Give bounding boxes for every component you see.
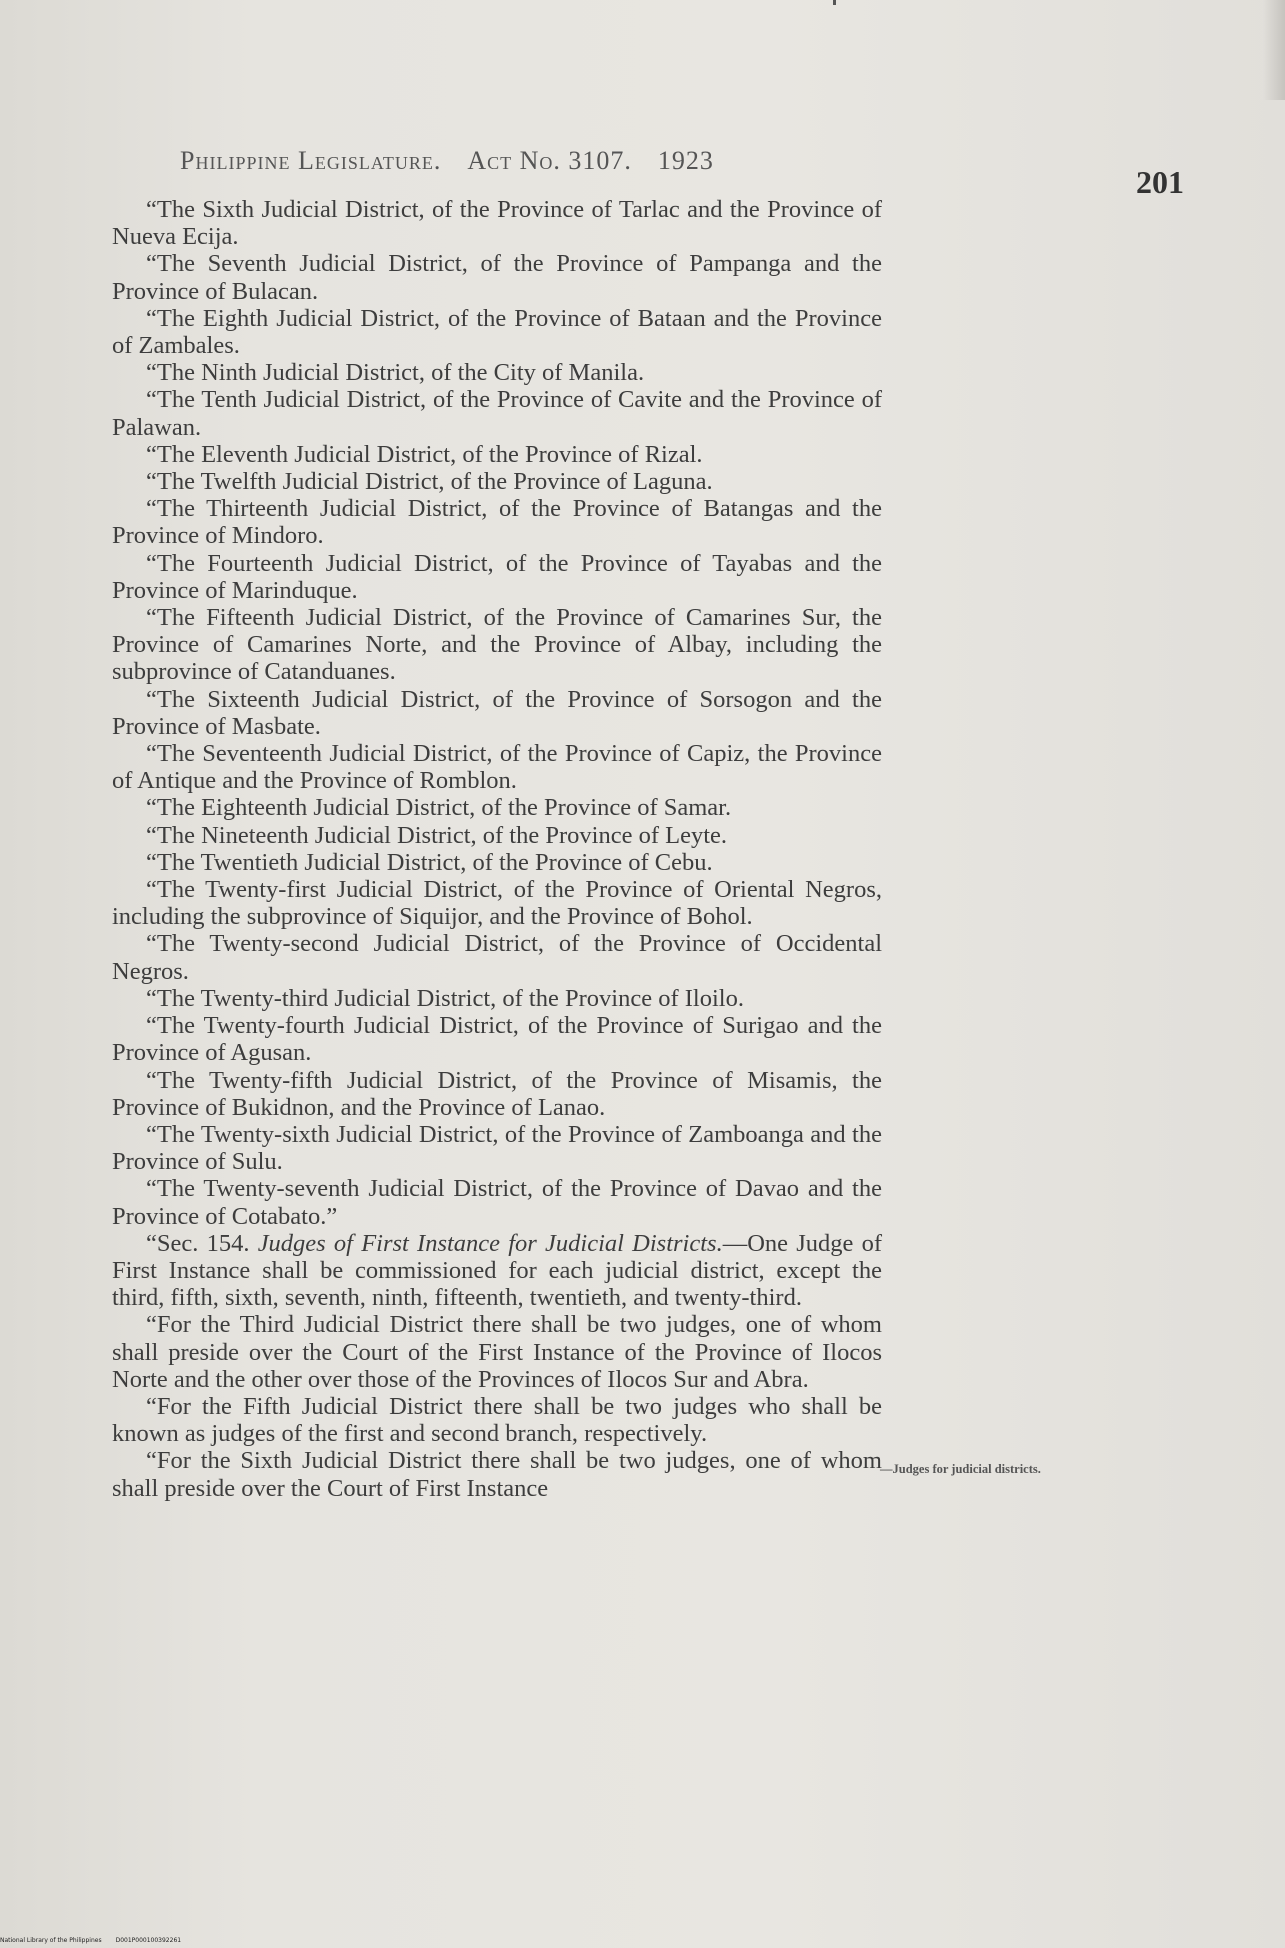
district-paragraph: “The Fifteenth Judicial District, of the Province of Camarines Sur, the Province of Camarines Norte, and the Province of Albay, including the subprovince of Catanduanes. (112, 604, 882, 686)
section-number: “Sec. 154. (146, 1229, 250, 1257)
footer-code: D001P000100392261 (115, 1937, 182, 1944)
running-head-legislature: Philippine Legislature. (180, 146, 442, 175)
body-text (112, 196, 882, 1502)
running-head (180, 146, 714, 176)
district-paragraph: “The Eleventh Judicial District, of the Province of Rizal. (146, 440, 703, 468)
district-paragraph: “The Sixth Judicial District, of the Province of Tarlac and the Province of Nueva Ecija. (112, 196, 882, 251)
district-paragraph: “The Seventh Judicial District, of the Province of Pampanga and the Province of Bulacan. (112, 250, 882, 305)
district-paragraph: “The Eighteenth Judicial District, of the Province of Samar. (146, 794, 732, 822)
scan-mark (833, 0, 836, 5)
district-paragraph: “The Ninth Judicial District, of the City of Manila. (146, 359, 645, 387)
footer-library: National Library of the Philippines (0, 1937, 102, 1944)
district-paragraph: “The Twenty-fourth Judicial District, of the Province of Surigao and the Province of Agusan. (112, 1012, 882, 1067)
district-paragraph: “The Twelfth Judicial District, of the Province of Laguna. (146, 468, 713, 496)
district-paragraph: “The Nineteenth Judicial District, of the Province of Leyte. (146, 821, 728, 849)
district-paragraph: “The Twenty-second Judicial District, of the Province of Occidental Negros. (112, 930, 882, 985)
district-paragraph: “The Twenty-seventh Judicial District, of the Province of Davao and the Province of Cotabato.” (112, 1175, 882, 1230)
district-paragraph: “The Twenty-fifth Judicial District, of the Province of Misamis, the Province of Bukidnon, and the Province of Lanao. (112, 1066, 882, 1121)
district-paragraph: “The Fourteenth Judicial District, of the Province of Tayabas and the Province of Marinduque. (112, 549, 882, 604)
section-paragraph: “For the Third Judicial District there shall be two judges, one of whom shall preside over the Court of the First Instance of the Province of Ilocos Norte and the other over those of the Provinces of Ilocos Sur and Abra. (112, 1311, 882, 1393)
running-head-act: Act No. 3107. (467, 146, 632, 175)
section-154 (112, 1230, 882, 1312)
section-body: —One Judge of First Instance shall be commissioned for each judicial district, except the third, fifth, sixth, seventh, ninth, fifteenth, twentieth, and twenty-third. (112, 1229, 883, 1312)
page-number: 201 (1136, 164, 1184, 200)
district-paragraph: “The Sixteenth Judicial District, of the Province of Sorsogon and the Province of Masbate. (112, 685, 882, 740)
district-paragraph: “The Thirteenth Judicial District, of the Province of Batangas and the Province of Mindoro. (112, 495, 882, 550)
scan-footer (0, 1937, 181, 1944)
district-paragraph: “The Twenty-third Judicial District, of the Province of Iloilo. (146, 984, 744, 1012)
section-title: Judges of First Instance for Judicial Districts. (257, 1229, 723, 1257)
district-paragraph: “The Seventeenth Judicial District, of the Province of Capiz, the Province of Antique and the Province of Romblon. (112, 740, 882, 795)
district-paragraph: “The Twentieth Judicial District, of the Province of Cebu. (146, 848, 713, 876)
marginal-note: —Judges for judicial districts. (880, 1462, 1041, 1476)
section-paragraph: “For the Sixth Judicial District there shall be two judges, one of whom shall preside over the Court of First Instance (112, 1447, 882, 1502)
district-paragraph: “The Twenty-sixth Judicial District, of the Province of Zamboanga and the Province of Sulu. (112, 1120, 882, 1176)
district-paragraph: “The Eighth Judicial District, of the Province of Bataan and the Province of Zambales. (112, 304, 882, 360)
scan-edge-shadow (1263, 0, 1285, 100)
district-paragraph: “The Twenty-first Judicial District, of the Province of Oriental Negros, including the subprovince of Siquijor, and the Province of Bohol. (112, 876, 882, 931)
district-paragraph: “The Tenth Judicial District, of the Province of Cavite and the Province of Palawan. (112, 386, 882, 441)
running-head-year: 1923 (657, 146, 714, 175)
section-paragraph: “For the Fifth Judicial District there shall be two judges who shall be known as judges of the first and second branch, respectively. (112, 1392, 882, 1448)
